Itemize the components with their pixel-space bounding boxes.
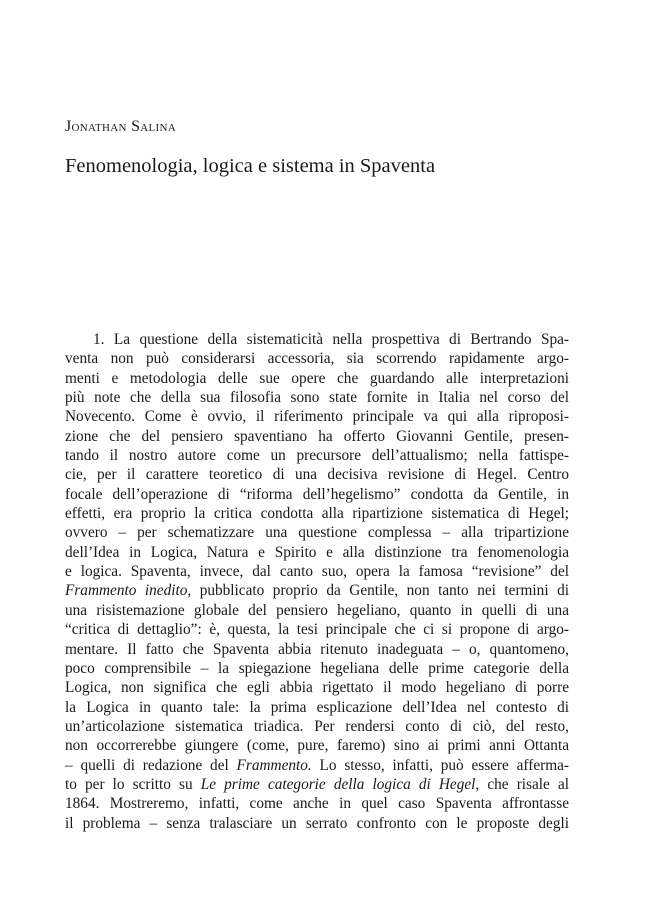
text-run: più note che della sua filosofia sono state fornite in Italia nel corso del: [65, 389, 569, 407]
text-line: [65, 581, 569, 600]
text-run: , pubblicato proprio da Gentile, non tanto nei termini di: [187, 582, 569, 600]
italic-text: ,: [380, 756, 385, 774]
text-run: to per lo scritto su: [65, 775, 201, 793]
italic-text: Frammento.: [236, 756, 312, 774]
text-line: [65, 717, 569, 736]
text-line: [65, 678, 569, 697]
text-run: venta non può considerarsi accessoria, sia scorrendo rapidamente argo-: [65, 350, 569, 368]
text-line: [65, 814, 569, 833]
text-run: cie, per il carattere teoretico di una decisiva revisione di Hegel. Centro: [65, 466, 569, 484]
italic-text: Le prime categorie della logica di Hegel: [200, 775, 476, 793]
text-run: ovvero – per schematizzare una questione complessa – alla tripartizione: [65, 524, 569, 542]
text-run: un’articolazione sistematica triadica. Per rendersi conto di ciò, del resto,: [65, 717, 569, 735]
text-run: una risistemazione globale del pensiero hegeliano, quanto in quelli di una: [65, 601, 569, 619]
text-line: [65, 446, 569, 465]
text-run: il problema – senza tralasciare un serrato confronto con le proposte degli: [65, 814, 569, 832]
text-line: [65, 620, 569, 639]
text-run: effetti, era proprio la critica condotta alla ripartizione sistematica di Hegel;: [65, 505, 569, 523]
text-line: [65, 388, 569, 407]
text-line: [65, 794, 569, 813]
text-run: e logica. Spaventa, invece, dal canto suo, opera la famosa “revisione” del: [65, 563, 569, 581]
text-run: dell’Idea in Logica, Natura e Spirito e alla distinzione tra fenomenologia: [65, 543, 569, 561]
text-line: [65, 504, 569, 523]
text-line: [65, 562, 569, 581]
text-run: la Logica in quanto tale: la prima esplicazione dell’Idea nel contesto di: [65, 698, 569, 716]
text-line: [65, 485, 569, 504]
text-line: [65, 775, 569, 794]
text-run: poco comprensibile – la spiegazione hegeliana delle prime categorie della: [65, 659, 569, 677]
body-paragraph: [65, 330, 569, 833]
text-line: [65, 523, 569, 542]
text-line: [65, 698, 569, 717]
text-run: 1. La questione della sistematicità nella prospettiva di Bertrando Spa-: [93, 331, 569, 348]
text-run: focale dell’operazione di “riforma dell’hegelismo” condotta da Gentile, in: [65, 485, 569, 503]
text-run: “critica di dettaglio”: è, questa, la tesi principale che ci si propone di argo-: [65, 621, 569, 639]
article-title: Fenomenologia, logica e sistema in Spaventa: [65, 155, 436, 177]
text-run: infatti, può essere afferma-: [384, 756, 569, 774]
text-run: non occorrerebbe giungere (come, pure, faremo) sino ai primi anni Ottanta: [65, 737, 569, 755]
text-line: [65, 543, 569, 562]
text-line: [65, 465, 569, 484]
text-line: [65, 640, 569, 659]
text-run: Novecento. Come è ovvio, il riferimento principale va qui alla riproposi-: [65, 408, 569, 426]
text-line: [65, 427, 569, 446]
text-run: mentare. Il fatto che Spaventa abbia ritenuto inadeguata – o, quantomeno,: [65, 640, 569, 658]
text-line: [65, 756, 569, 775]
text-run: Lo stesso: [311, 756, 381, 774]
text-run: , che risale al: [475, 775, 569, 793]
text-line: [65, 601, 569, 620]
text-line: [65, 407, 569, 426]
text-line: [65, 330, 569, 349]
text-line: [65, 736, 569, 755]
text-run: – quelli di redazione del: [65, 756, 237, 774]
text-line: [65, 369, 569, 388]
author-name: Jonathan Salina: [65, 118, 177, 135]
text-run: zione che del pensiero spaventiano ha offerto Giovanni Gentile, presen-: [65, 427, 569, 445]
text-run: tando il nostro autore come un precursore dell’attualismo; nella fattispe-: [65, 447, 569, 465]
text-run: Logica, non significa che egli abbia rigettato il modo hegeliano di porre: [65, 679, 569, 697]
text-line: [65, 349, 569, 368]
text-line: [65, 659, 569, 678]
italic-text: Frammento inedito: [65, 582, 188, 600]
text-run: 1864. Mostreremo, infatti, come anche in quel caso Spaventa affrontasse: [65, 795, 569, 813]
text-run: menti e metodologia delle sue opere che guardando alle interpretazioni: [65, 369, 569, 387]
